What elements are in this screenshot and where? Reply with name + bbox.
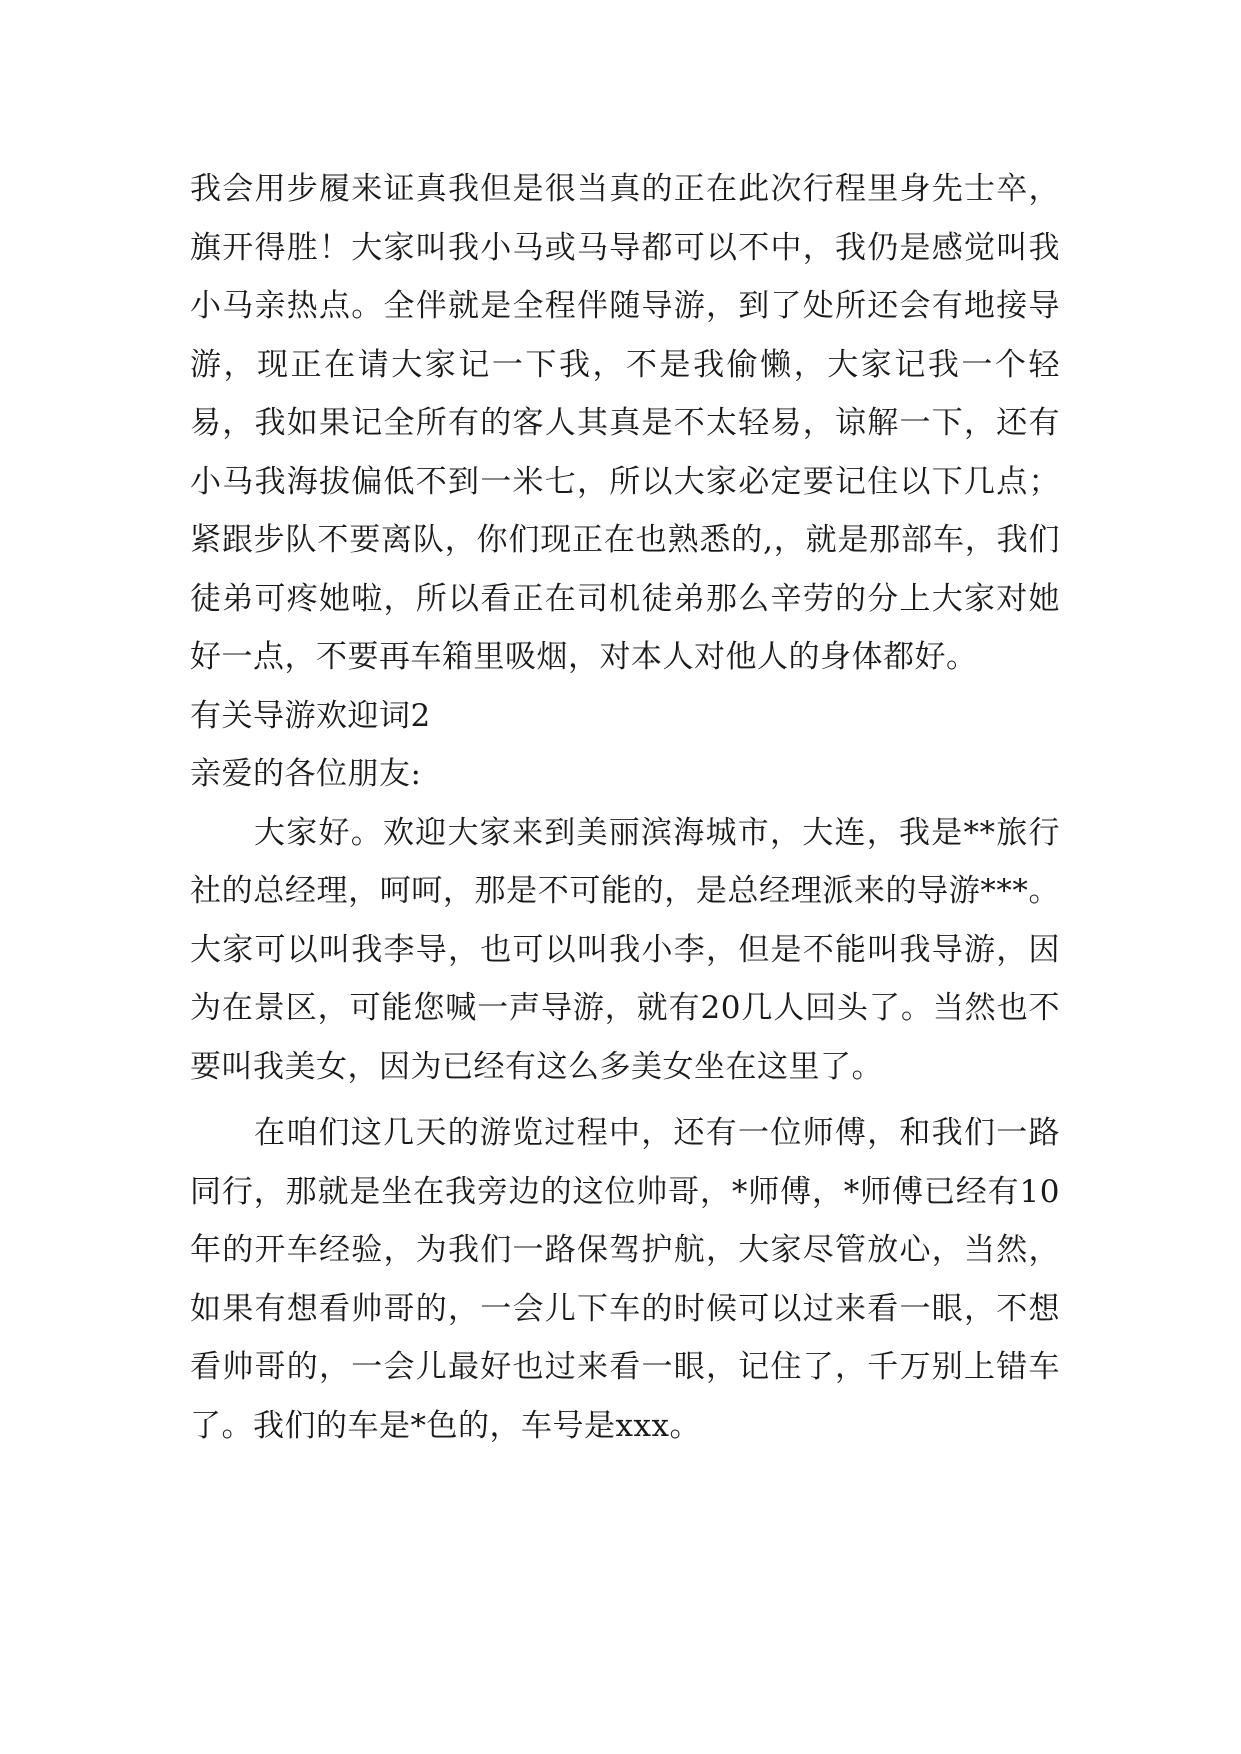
body-paragraph-2: 大家好。欢迎大家来到美丽滨海城市，大连，我是**旅行社的总经理，呵呵，那是不可能的，是总经理派来的导游***。大家可以叫我李导，也可以叫我小李，但是不能叫我导游，因为在景区，可能您喊一声导游，就有20几人回头了。当然也不要叫我美女，因为已经有这么多美女坐在这里了。 bbox=[190, 814, 1060, 1085]
body-paragraph-3: 在咱们这几天的游览过程中，还有一位师傅，和我们一路同行，那就是坐在我旁边的这位帅哥，*师傅，*师傅已经有10年的开车经验，为我们一路保驾护航，大家尽管放心，当然，如果有想看帅哥的，一会儿下车的时候可以过来看一眼，不想看帅哥的，一会儿最好也过来看一眼，记住了，千万别上错车了。我们的车是*色的，车号是xxx。 bbox=[190, 1115, 1060, 1444]
body-paragraph-1: 我会用步履来证真我但是很当真的正在此次行程里身先士卒，旗开得胜！大家叫我小马或马导都可以不中，我仍是感觉叫我小马亲热点。全伴就是全程伴随导游，到了处所还会有地接导游，现正在请大家记一下我，不是我偷懒，大家记我一个轻易，我如果记全所有的客人其真是不太轻易，谅解一下，还有小马我海拔偏低不到一米七，所以大家必定要记住以下几点；紧跟步队不要离队，你们现正在也熟悉的,，就是那部车，我们徒弟可疼她啦，所以看正在司机徒弟那么辛劳的分上大家对她好一点，不要再车箱里吸烟，对本人对他人的身体都好。 bbox=[190, 171, 1060, 675]
document-page bbox=[190, 160, 1060, 1455]
salutation: 亲爱的各位朋友: bbox=[190, 756, 422, 792]
section-heading: 有关导游欢迎词2 bbox=[190, 697, 431, 734]
